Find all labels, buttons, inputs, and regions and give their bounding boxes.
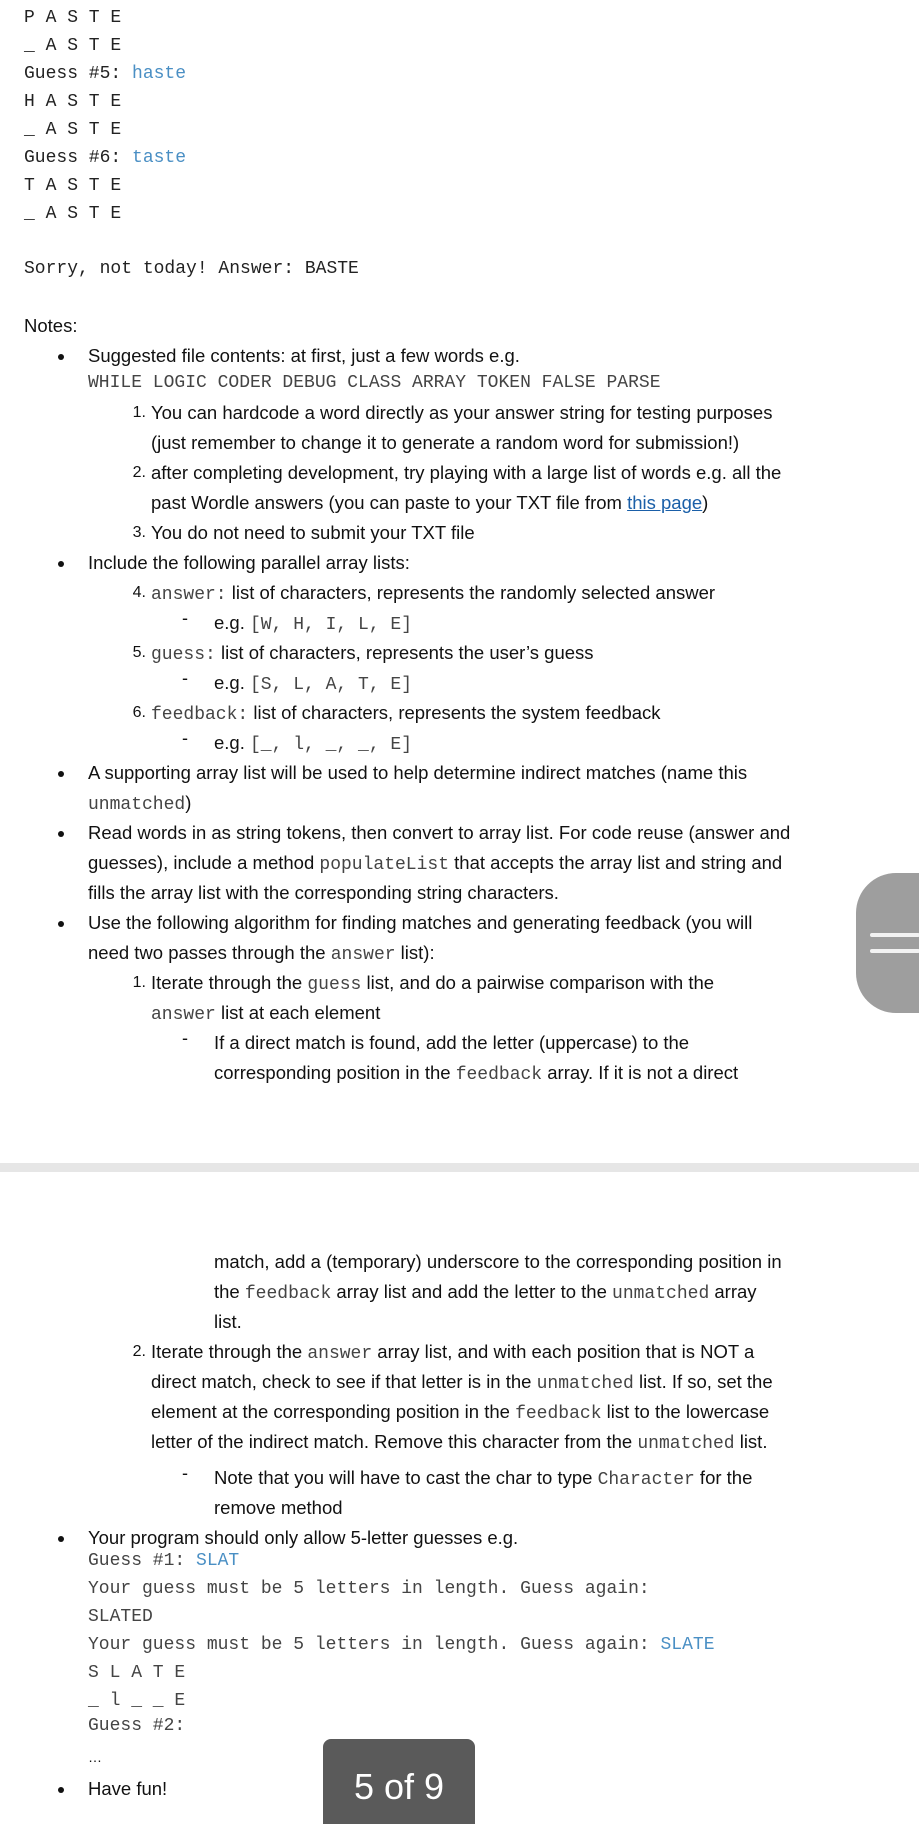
example-text: e.g. [S, L, A, T, E]: [214, 672, 413, 695]
list-text: Iterate through the guess list, and do a pairwise comparison with the: [151, 972, 715, 995]
sub-text: Note that you will have to cast the char to type Character for the: [214, 1467, 753, 1490]
dash: -: [182, 668, 188, 688]
sub-text: corresponding position in the feedback array. If it is not a direct: [214, 1062, 739, 1085]
output-line: Guess #5: haste: [24, 64, 187, 84]
list-text: answer list at each element: [151, 1002, 381, 1025]
sub-text: If a direct match is found, add the letter (uppercase) to the: [214, 1032, 690, 1053]
scroll-handle[interactable]: [856, 873, 919, 1013]
list-text: guess: list of characters, represents the user’s guess: [151, 642, 594, 665]
output-line: _ A S T E: [24, 36, 122, 56]
user-input: haste: [132, 64, 187, 84]
bullet-text: Suggested file contents: at first, just a few words e.g.: [88, 345, 520, 366]
page-indicator: 5 of 9: [323, 1739, 475, 1824]
bullet: [58, 561, 64, 567]
list-text: You do not need to submit your TXT file: [151, 522, 475, 543]
list-text: You can hardcode a word directly as your answer string for testing purposes: [151, 402, 773, 423]
list-text: feedback: list of characters, represents the system feedback: [151, 702, 661, 725]
list-number: 5.: [132, 644, 146, 661]
bullet-text: unmatched): [88, 792, 192, 815]
list-number: 1.: [132, 974, 146, 991]
bullet-text: guesses), include a method populateList that accepts the array list and string and: [88, 852, 783, 875]
sample-output-line: Your guess must be 5 letters in length. Guess again: SLATE: [88, 1635, 715, 1655]
sample-output-line: SLATED: [88, 1607, 153, 1627]
list-text: Iterate through the answer array list, and with each position that is NOT a: [151, 1341, 755, 1364]
bullet-text: Read words in as string tokens, then convert to array list. For code reuse (answer and: [88, 822, 791, 843]
this-page-link[interactable]: this page: [627, 492, 703, 513]
bullet: [58, 354, 64, 360]
sub-text: remove method: [214, 1497, 343, 1518]
sub-text: list.: [214, 1311, 242, 1332]
code-sample: WHILE LOGIC CODER DEBUG CLASS ARRAY TOKEN FALSE PARSE: [88, 373, 661, 393]
sub-text: match, add a (temporary) underscore to the corresponding position in: [214, 1251, 782, 1272]
sample-output-line: Your guess must be 5 letters in length. Guess again:: [88, 1579, 650, 1599]
bullet: [58, 1787, 64, 1793]
list-text: direct match, check to see if that letter is in the unmatched list. If so, set the: [151, 1371, 773, 1394]
user-input: taste: [132, 148, 187, 168]
bullet-text: Include the following parallel array lists:: [88, 552, 410, 573]
notes-heading: Notes:: [24, 315, 78, 336]
list-number: 4.: [132, 584, 146, 601]
sample-output-line: Guess #2:: [88, 1716, 186, 1736]
list-text: (just remember to change it to generate a random word for submission!): [151, 432, 740, 453]
output-line: P A S T E: [24, 8, 122, 28]
list-text: past Wordle answers (you can paste to your TXT file from this page): [151, 492, 709, 513]
list-text: answer: list of characters, represents the randomly selected answer: [151, 582, 716, 605]
dash: -: [182, 1463, 188, 1483]
bullet-text: Use the following algorithm for finding matches and generating feedback (you will: [88, 912, 753, 933]
bullet-text: Your program should only allow 5-letter guesses e.g.: [88, 1527, 519, 1548]
example-text: e.g. [_, l, _, _, E]: [214, 732, 413, 755]
sub-text: the feedback array list and add the letter to the unmatched array: [214, 1281, 757, 1304]
dash: -: [182, 608, 188, 628]
output-line: H A S T E: [24, 92, 122, 112]
bullet-text: A supporting array list will be used to help determine indirect matches (name this: [88, 762, 748, 783]
ellipsis: …: [88, 1749, 102, 1765]
bullet: [58, 771, 64, 777]
bullet: [58, 831, 64, 837]
list-text: after completing development, try playing with a large list of words e.g. all the: [151, 462, 782, 483]
output-line: Guess #6: taste: [24, 148, 187, 168]
bullet: [58, 921, 64, 927]
list-text: letter of the indirect match. Remove this character from the unmatched list.: [151, 1431, 768, 1454]
output-line: _ A S T E: [24, 120, 122, 140]
list-number: 3.: [132, 524, 146, 541]
list-number: 2.: [132, 1343, 146, 1360]
list-text: element at the corresponding position in the feedback list to the lowercase: [151, 1401, 770, 1424]
dash: -: [182, 1028, 188, 1048]
sample-output-line: _ l _ _ E: [88, 1691, 186, 1711]
bullet-text: Have fun!: [88, 1778, 168, 1799]
result-line: Sorry, not today! Answer: BASTE: [24, 259, 359, 279]
sample-output-line: Guess #1: SLAT: [88, 1551, 240, 1571]
list-number: 1.: [132, 404, 146, 421]
list-number: 2.: [132, 464, 146, 481]
grip-line-icon: [870, 949, 919, 953]
dash: -: [182, 728, 188, 748]
bullet-text: fills the array list with the corresponding string characters.: [88, 882, 559, 903]
output-line: _ A S T E: [24, 204, 122, 224]
sample-output-line: S L A T E: [88, 1663, 186, 1683]
bullet: [58, 1536, 64, 1542]
bullet-text: need two passes through the answer list):: [88, 942, 435, 965]
output-line: T A S T E: [24, 176, 122, 196]
page-separator: [0, 1163, 919, 1172]
example-text: e.g. [W, H, I, L, E]: [214, 612, 413, 635]
grip-line-icon: [870, 933, 919, 937]
list-number: 6.: [132, 704, 146, 721]
